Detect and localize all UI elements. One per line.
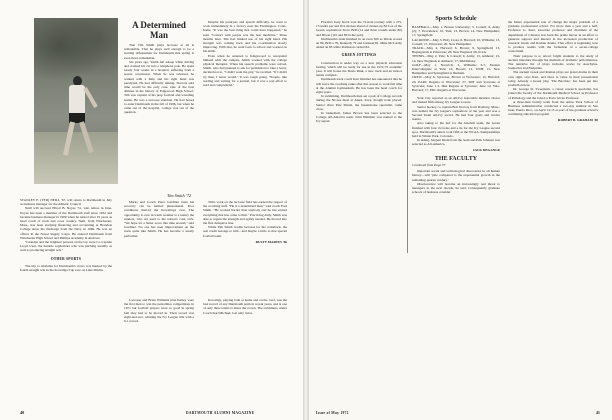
article-text: Despite his paralysis and speech difficulty, he went to work immediately in a factory near his Farmington, Conn., home. "It was the best thing that could have happened," he said. "Contact with people was the best medicine." Three months later, Tim had limited use of his right hand. His strength was coming back and his coordination slowly improving. With that, he went back to school and worked on his skills. xyxy=(203,20,287,54)
left-page-number: 40 xyxy=(20,410,25,415)
schedule-item: GOLF—May 1, Norwich; 3, Williams; 6-7, Eastern Intercollegiate at Yale; 10, Brown; 12, UNH; 15, New Hampshire and Springfield at Durham. xyxy=(412,62,500,76)
schedule-divider xyxy=(407,18,408,253)
runner-photo xyxy=(34,18,118,184)
article-text: Dr. George D. Sweetnam, a career research specialist, has joined the faculty of the Dartmouth Medical School as Professor of Pathology and the John La Porte Given Professor. xyxy=(508,87,598,100)
right-column-3 xyxy=(508,20,598,122)
news-text: Kowaliga, playing both at home and on the road, was the best record of any Dartmouth team in recent years, and is one of only three teams to share the crown. The swimmers, under Coach Karl Michael, lost only twice. xyxy=(203,298,287,315)
article-text: the future exponential rate of change the major problem of a graduate professional school. For more than a year and a half, Professor G. Kurt, associate professor and chairman of the department of Classics, has been the prime mover in an effort to generate support and interest in the increased production of classical Greek and Roman drama. That effort is beginning now to produce results with the formation of a seven-college consortium. xyxy=(508,20,598,54)
article-column-3 xyxy=(124,200,194,238)
article-text: In swimming, Dartmouth men set a pair of College records during the NCAA meet at Ames, Iowa, though none placed. Senior diver Pete Marsh, the breaststroke specialist, came close. xyxy=(316,94,402,111)
news-column-3 xyxy=(203,298,287,315)
article-text: Tim's work on the lacrosse field has earned the respect of the coaching staff. "He is a determined man," said coach Fred Smith. "He worked harder than anybody and he has earned everything that has come to him." Practicing daily, Smith was able to regain the strength and agility needed. He moved into the first defensive line. xyxy=(203,200,287,226)
article-text: Construction is under way on a new physical education facility, which will be ready for use in the 1972-73 academic year. It will house the Davis Rink, a new track and an indoor tennis complex. xyxy=(316,60,402,78)
news-text: Neill will succeed Elliott B. Noyes '31, who retires in June. Noyes has been a member of the Dartmouth staff since 1932 and became business manager in 1960 when he retired after 25 years as head coach of track and cross country. Neill, from Winchester, Mass., has been studying financing and accounting at Brandeis College since his discharge from the Navy in 1969. He was an officer in the Naval Supply Corps. He entered Dartmouth from Winchester High School and Phillips Academy in Andover. xyxy=(20,206,112,240)
spine-gutter xyxy=(303,0,309,420)
article-text: Florida's Gary Koch won the 72-hole tourney with a 275, 13 under par and five strokes ahead of runner-up Ed Lee of the Green, sophomore Steve Brill (14 and three rounds under 80) and Dixon (101 and 80 in the pair). xyxy=(316,20,402,37)
article-text: Even when he returned to Kingswood to reacquaint himself with the campus, Smith worked with the college physical therapist. When his speech problems were solved, Smith, who had planned to ask for permission to take a leave, decided not to. "I didn't want the pity," he recalled. "If I didn't try then, I never would." It was tough going. "People, like reading and writing for a journal, but it was a real effort to read and comprehend." xyxy=(203,53,287,88)
sports-schedule-title: Sports Schedule xyxy=(435,16,477,22)
news-column-2 xyxy=(124,298,194,323)
schedule-item: TENNIS—May 2, Yale; 6, Cornell; 9, Army; 13, Amherst; 13-14, New Englands at Amherst; 17, Middlebury. xyxy=(412,54,500,63)
right-page xyxy=(306,0,612,420)
article-text: In skiing, Sargent Klein from the team and Erik Johnsen was selected as All-America. xyxy=(412,138,500,147)
article-signature: ROBERT B. GRAHAM '40 xyxy=(558,117,598,122)
right-column-1 xyxy=(316,20,402,124)
faculty-title: THE FACULTY xyxy=(434,155,478,162)
right-column-2 xyxy=(412,16,500,194)
article-signature: RUSTY MARTIN '66 xyxy=(255,239,287,244)
news-text: The trip to Alabama for Dartmouth's crews was marked by the fourth straight win in the Kowaliga Cup race on Lake Martin. xyxy=(20,263,112,273)
continued-note: Continued from Page 37 xyxy=(412,162,446,167)
section-heading: GREEN JOTTINGS xyxy=(341,53,377,58)
article-text: Also taking to the turf for the baseball team, the Green finished with four victories and a tie for the Ivy League second spot. Dartmouth's skiers took fifth at the NCAA championships held in Winter Park, Colorado. xyxy=(412,121,500,139)
news-text: Lacrosse and Brian Williams plus Kelley were the first men to win the pentathlon competitions in 1971 but football players were so good in spring ball they had to be moved in. Their record was eight-and-two, winning the Ivy League title with a 6-1 record. xyxy=(124,298,194,324)
article-text: Their purpose is to attract bright students to the study of ancient literature through the medium of dramatic performances. The tentative list of plays includes works by Aeschylus, Sophocles and Euripides. xyxy=(508,53,598,71)
article-text: The ancient Greek and Roman plays are grand drama in their own right, says Kurt, and there is value in their presentation today. Already a Greek play, 'The Bacchae,' has been put into production here. xyxy=(508,70,598,88)
article-text: important social and technological discoveries in all human history—will 'pale compared to the exponential growth in the remaining quarter century.' xyxy=(412,169,500,182)
schedule-item: CREW—May 6, Syracuse, Brown at Worcester; 13, Harvard; 20, EARC Regatta at Worcester; 27, MIT and Syracuse at Syracuse; June 1-3, IRA Regatta at Syracuse; June 14, Yale-Harvard; 17, ERC Regatta at Worcester. xyxy=(412,75,500,93)
article-column-1 xyxy=(124,20,194,114)
article-text: Marks and Coach Peter Gardiner feels his recovery can be termed phenomenal. Poor conditions marred the Kowalinga race. The opportunity to race in warm weather is a luxury the runners, who are used to the nation's cold, lack. "We hope for a better score this time around," said Gardiner. No one has seen improvement on the track quite like Smith. He has become a steady performer. xyxy=(124,200,194,238)
article-text: Dartmouth's team finished in an even 300 as Dixon scored an 80, Brill a 76, Kennedy 79 and Johnson 81. Mike McCarthy added an 83 while Robinson carded 84. xyxy=(316,36,402,50)
article-text: While Tim Smith credits lacrosse for his comeback, the real credit belongs to him - and maybe a little to that special football team. xyxy=(203,225,287,238)
article-column-2 xyxy=(203,20,287,87)
news-column-1 xyxy=(20,198,112,272)
article-text: Dartmouth track coach Ken Weinbel has announced that he will leave the coaching ranks after this season to work full time at the Alumni Gymnasium. He has been the head coach for eight years. xyxy=(316,77,402,95)
news-text: "Grandpa and me brightest persons on the top were Co-Captain Lloyd Uses, the durable sophomore who was pitching steadily as well as producing straight sets." xyxy=(20,240,112,253)
article-text: In basketball, James Brown has been selected to the College All-America team. John Dimmler was named to the Ivy squad. xyxy=(316,111,402,124)
article-column-4 xyxy=(203,200,287,244)
article-text: Senior hockey co-captain Bob Norton, from Roxbury, Mass., was named the Ivy league's sophomore of the year and was a Second Team All-Ivy award. He had four goals and twelve assists. xyxy=(412,104,500,122)
left-footer: DARTMOUTH ALUMNI MAGAZINE xyxy=(186,411,255,415)
right-page-number: 41 xyxy=(595,410,600,415)
article-text: Obsolescence will become an increasingly real threat to managers in the next decade, he said. Consequently graduate schools of business consider xyxy=(412,181,500,195)
article-title: A Determined Man xyxy=(132,20,186,40)
article-signature: JACK DEGANGE xyxy=(472,147,500,152)
right-footer: Issue of May 1972 xyxy=(316,411,349,415)
article-intro: That Tim Smith plays lacrosse at all is remarkable. That he plays well enough to be a starting defenseman for Dartmouth this spring is even more remarkable. xyxy=(124,43,194,60)
article-text: York City reported as an All-Ivy honorable mention choice and ranked fifth among Ivy League scorers. xyxy=(412,96,500,105)
schedule-item: BASEBALL—May 1, Boston University; 3, Cornell; 6, Army (2); 7, Providence; 10, Yale; 13, Brown; 14, New Hampshire; 17, Springfield. xyxy=(412,25,500,38)
photo-caption: Tim Smith '72 xyxy=(167,193,192,198)
news-lead: STANLEY E. (TED) NEILL '67, will return to Dartmouth in July as business manager for the Athletic Council. xyxy=(20,198,112,207)
section-heading: OTHER SPORTS xyxy=(50,256,82,261)
article-text: A three-man faculty team from the Amos Tuck School of Business Administration conducted a two-day seminar in San Juan, Puerto Rico, on April 14-15 as part of the graduate school's continuing education program. xyxy=(508,99,598,117)
schedule-item: TRACK—May 2, Harvard; 6, Brown; 9, Springfield; 13, Heptagonals at Princeton; 20, New England; 28, IC4A. xyxy=(412,46,500,55)
article-text: Six years ago, Smith fell asleep while driving and crashed his car into a telephone pole. He spent nearly four weeks in a hospital, suffering from a severe concussion. When he was released, he walked with a limp and his right hand was paralyzed. He had difficulty talking. Doctors said time would be the only cure. One of the best athletes in the history of Edgewood High School, Tim was captain of his prep football and wrestling teams. He was a lacrosse standout. He had hoped to enter Dartmouth in the fall of 1966, but when he came out of the hospital, college was out of the question. xyxy=(124,59,194,115)
schedule-item: LACROSSE—May 3, Holy Cross; 6, Harvard; 10, Williams; 13, Cornell; 17, Princeton; 20, New Hampshire. xyxy=(412,37,500,46)
